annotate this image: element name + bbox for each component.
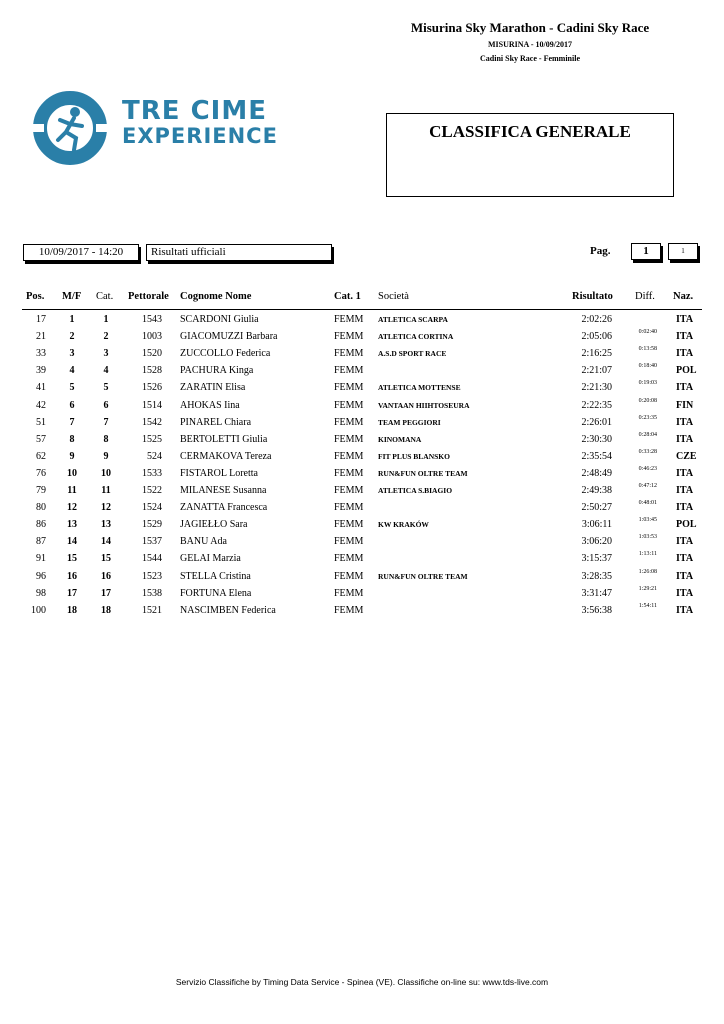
event-title: Misurina Sky Marathon - Cadini Sky Race (410, 20, 650, 35)
cell-bib: 1523 (142, 570, 162, 582)
footer-credits: Servizio Classifiche by Timing Data Service - Spinea (VE). Classifiche on-line su: www.tds-live.com (175, 977, 549, 987)
cell-nat: ITA (676, 467, 694, 479)
cell-diff: 0:19:03 (638, 380, 657, 387)
cell-result: 2:26:01 (581, 416, 612, 428)
cell-cat1: FEMM (334, 331, 364, 343)
cell-name: GIACOMUZZI Barbara (180, 331, 278, 343)
cell-cat1: FEMM (334, 450, 364, 462)
table-row (0, 553, 724, 570)
col-header-diff: Diff. (635, 291, 655, 302)
cell-club: KW KRAKÓW (378, 520, 429, 530)
cell-diff: 1:13:11 (638, 551, 657, 558)
cell-result: 2:30:30 (581, 433, 612, 445)
cell-bib: 1524 (142, 502, 162, 514)
table-row (0, 485, 724, 502)
cell-bib: 1544 (142, 553, 162, 565)
cell-bib: 1529 (142, 519, 162, 531)
cell-bib: 1003 (142, 331, 162, 343)
cell-name: MILANESE Susanna (180, 485, 267, 496)
cell-nat: ITA (676, 331, 694, 343)
cell-cat1: FEMM (334, 587, 364, 599)
page-total: 1 (681, 247, 685, 255)
cell-diff: 0:13:58 (638, 346, 657, 353)
cell-result: 3:06:11 (581, 519, 612, 531)
cell-diff: 0:23:35 (638, 414, 657, 421)
cell-diff: 1:54:11 (638, 602, 657, 609)
cell-cat: 10 (101, 467, 111, 479)
status-value: Risultati ufficiali (151, 246, 226, 258)
cell-cat: 15 (101, 553, 111, 565)
table-row (0, 568, 724, 588)
cell-club: ATLETICA MOTTENSE (378, 383, 461, 393)
logo-subtitle: EXPERIENCE (122, 124, 278, 148)
page-label: Pag. (590, 245, 611, 257)
cell-mf: 1 (69, 314, 75, 325)
cell-cat1: FEMM (334, 519, 364, 531)
cell-mf: 14 (67, 536, 77, 548)
race-category: Cadini Sky Race - Femminile (480, 54, 580, 63)
cell-bib: 1514 (142, 399, 162, 411)
cell-result: 3:06:20 (581, 536, 612, 548)
cell-nat: ITA (676, 314, 694, 325)
cell-pos: 87 (36, 536, 46, 548)
cell-cat1: FEMM (334, 467, 364, 479)
cell-name: FISTAROL Loretta (180, 467, 258, 479)
cell-bib: 1533 (142, 467, 162, 479)
cell-result: 2:05:06 (581, 331, 612, 343)
cell-pos: 80 (36, 502, 46, 514)
cell-cat: 9 (103, 450, 109, 462)
table-row (0, 414, 724, 434)
cell-cat1: FEMM (334, 570, 364, 582)
cell-nat: POL (676, 365, 697, 377)
table-row (0, 314, 724, 331)
datetime-value: 10/09/2017 - 14:20 (38, 246, 124, 258)
cell-cat1: FEMM (334, 416, 364, 428)
cell-mf: 9 (69, 450, 75, 462)
cell-nat: ITA (676, 570, 694, 582)
table-row (0, 448, 724, 468)
cell-mf: 6 (69, 399, 75, 411)
page-number-box (631, 243, 661, 260)
cell-result: 2:21:30 (581, 382, 612, 394)
cell-nat: ITA (676, 485, 694, 496)
cell-nat: ITA (676, 416, 694, 428)
cell-pos: 33 (36, 348, 46, 360)
cell-club: RUN&FUN OLTRE TEAM (378, 571, 468, 581)
cell-cat: 3 (103, 348, 109, 360)
table-row (0, 465, 724, 485)
col-header-cat1: Cat. 1 (334, 291, 361, 302)
cell-diff: 0:47:12 (638, 483, 657, 489)
cell-mf: 5 (69, 382, 75, 394)
cell-cat: 6 (103, 399, 109, 411)
cell-bib: 1526 (142, 382, 162, 394)
cell-name: AHOKAS Iina (180, 399, 240, 411)
cell-diff: 0:02:40 (638, 329, 657, 336)
cell-mf: 11 (67, 485, 77, 496)
cell-name: JAGIEŁŁO Sara (180, 519, 248, 531)
cell-pos: 96 (36, 570, 46, 582)
cell-club: ATLETICA SCARPA (378, 315, 448, 324)
header-divider (22, 309, 702, 310)
cell-pos: 62 (36, 450, 46, 462)
ranking-title: CLASSIFICA GENERALE (429, 122, 631, 141)
cell-cat: 13 (101, 519, 111, 531)
cell-name: ZANATTA Francesca (180, 502, 268, 514)
cell-cat1: FEMM (334, 399, 364, 411)
cell-cat1: FEMM (334, 433, 364, 445)
cell-cat1: FEMM (334, 553, 364, 565)
col-header-result: Risultato (572, 291, 613, 302)
ranking-title-box (386, 113, 674, 197)
cell-pos: 57 (36, 433, 46, 445)
cell-cat: 1 (103, 314, 109, 325)
status-box (146, 244, 332, 261)
table-row (0, 519, 724, 536)
cell-name: ZARATIN Elisa (180, 382, 246, 394)
cell-nat: ITA (676, 604, 694, 616)
col-header-name: Cognome Nome (180, 291, 252, 302)
cell-result: 2:22:35 (581, 399, 612, 411)
cell-cat: 4 (103, 365, 109, 377)
cell-cat: 17 (101, 587, 111, 599)
cell-bib: 1520 (142, 348, 162, 360)
cell-nat: ITA (676, 536, 694, 548)
cell-club: TEAM PEGGIORI (378, 417, 441, 427)
cell-result: 2:49:38 (581, 485, 612, 496)
cell-bib: 1528 (142, 365, 162, 377)
cell-pos: 100 (31, 604, 46, 616)
cell-name: NASCIMBEN Federica (180, 604, 276, 616)
cell-pos: 42 (36, 399, 46, 411)
cell-cat1: FEMM (334, 536, 364, 548)
cell-name: SCARDONI Giulia (180, 314, 259, 325)
cell-cat: 7 (103, 416, 109, 428)
col-header-nat: Naz. (673, 291, 694, 302)
cell-cat: 11 (101, 485, 111, 496)
cell-pos: 86 (36, 519, 46, 531)
cell-result: 2:16:25 (581, 348, 612, 360)
cell-cat: 12 (101, 502, 111, 514)
cell-nat: POL (676, 519, 697, 531)
cell-diff: 0:18:40 (638, 363, 657, 370)
cell-club: ATLETICA S.BIAGIO (378, 486, 453, 495)
cell-bib: 1521 (142, 604, 162, 616)
cell-cat1: FEMM (334, 348, 364, 360)
cell-pos: 79 (36, 485, 46, 496)
cell-nat: CZE (676, 450, 697, 462)
table-row (0, 331, 724, 348)
cell-result: 3:31:47 (581, 587, 612, 599)
cell-bib: 524 (147, 450, 162, 462)
logo-title: TRE CIME (122, 96, 267, 126)
cell-result: 2:02:26 (581, 314, 612, 325)
cell-cat: 18 (101, 604, 111, 616)
cell-cat1: FEMM (334, 365, 364, 377)
table-row (0, 397, 724, 417)
table-row (0, 365, 724, 382)
table-row (0, 585, 724, 605)
cell-cat: 14 (101, 536, 111, 548)
cell-nat: ITA (676, 587, 694, 599)
cell-name: FORTUNA Elena (180, 587, 252, 599)
cell-club: RUN&FUN OLTRE TEAM (378, 468, 468, 478)
col-header-pos: Pos. (26, 291, 45, 302)
cell-pos: 39 (36, 365, 46, 377)
cell-club: VANTAAN HIIHTOSEURA (378, 400, 470, 410)
page-number: 1 (643, 245, 649, 257)
table-row (0, 348, 724, 365)
cell-cat: 2 (103, 331, 109, 343)
cell-result: 2:50:27 (581, 502, 612, 514)
cell-cat: 16 (101, 570, 111, 582)
cell-mf: 13 (67, 519, 77, 531)
cell-nat: ITA (676, 348, 694, 360)
cell-mf: 10 (67, 467, 77, 479)
table-row (0, 502, 724, 519)
cell-pos: 91 (36, 553, 46, 565)
cell-bib: 1543 (142, 314, 162, 325)
cell-mf: 18 (67, 604, 77, 616)
cell-nat: ITA (676, 433, 694, 445)
cell-name: PINAREL Chiara (180, 416, 252, 428)
cell-club: FIT PLUS BLANSKO (378, 451, 450, 461)
table-row (0, 431, 724, 451)
datetime-box (23, 244, 139, 261)
cell-cat1: FEMM (334, 382, 364, 394)
cell-nat: ITA (676, 382, 694, 394)
cell-bib: 1542 (142, 416, 162, 428)
cell-cat1: FEMM (334, 314, 364, 325)
cell-club: ATLETICA CORTINA (378, 332, 454, 342)
cell-club: KINOMANA (378, 434, 422, 444)
cell-result: 2:21:07 (581, 365, 612, 377)
cell-diff: 1:26:08 (638, 568, 657, 575)
cell-diff: 1:29:21 (638, 585, 657, 592)
cell-diff: 0:28:04 (638, 431, 657, 438)
col-header-bib: Pettorale (128, 291, 169, 302)
cell-diff: 0:48:01 (638, 500, 657, 507)
cell-pos: 51 (36, 416, 46, 428)
cell-result: 2:48:49 (581, 467, 612, 479)
cell-cat1: FEMM (334, 604, 364, 616)
cell-mf: 12 (67, 502, 77, 514)
cell-pos: 98 (36, 587, 46, 599)
cell-diff: 1:03:53 (638, 534, 657, 541)
cell-name: ZUCCOLLO Federica (180, 348, 271, 360)
cell-nat: FIN (676, 399, 694, 411)
cell-name: STELLA Cristina (180, 570, 251, 582)
cell-mf: 16 (67, 570, 77, 582)
cell-nat: ITA (676, 502, 694, 514)
cell-mf: 3 (69, 348, 75, 360)
cell-result: 3:15:37 (581, 553, 612, 565)
cell-bib: 1525 (142, 433, 162, 445)
cell-diff: 1:03:45 (638, 517, 657, 524)
event-location-date: MISURINA - 10/09/2017 (487, 40, 572, 49)
page-total-box (668, 243, 698, 260)
cell-name: BERTOLETTI Giulia (180, 433, 268, 445)
cell-pos: 76 (36, 467, 46, 479)
cell-diff: 0:33:28 (638, 448, 657, 455)
cell-pos: 41 (36, 382, 46, 394)
cell-mf: 17 (67, 587, 77, 599)
cell-name: CERMAKOVA Tereza (180, 450, 272, 462)
cell-name: GELAI Marzia (180, 553, 241, 565)
table-row (0, 536, 724, 553)
cell-mf: 7 (69, 416, 75, 428)
cell-mf: 15 (67, 553, 77, 565)
cell-nat: ITA (676, 553, 694, 565)
cell-bib: 1537 (142, 536, 162, 548)
cell-mf: 2 (69, 331, 75, 343)
cell-mf: 4 (69, 365, 75, 377)
col-header-cat: Cat. (96, 291, 114, 302)
tre-cime-logo (30, 90, 290, 170)
table-row (0, 382, 724, 399)
col-header-mf: M/F (62, 291, 82, 302)
cell-cat: 5 (103, 382, 109, 394)
cell-club: A.S.D SPORT RACE (378, 349, 447, 359)
runner-ring-icon (30, 90, 114, 170)
table-row (0, 602, 724, 622)
cell-mf: 8 (69, 433, 75, 445)
cell-bib: 1538 (142, 587, 162, 599)
cell-pos: 17 (36, 314, 46, 325)
cell-name: PACHURA Kinga (180, 365, 254, 377)
cell-bib: 1522 (142, 485, 162, 496)
cell-cat1: FEMM (334, 502, 364, 514)
cell-result: 2:35:54 (581, 450, 612, 462)
cell-cat: 8 (103, 433, 109, 445)
cell-result: 3:28:35 (581, 570, 612, 582)
cell-name: BANU Ada (180, 536, 227, 548)
cell-result: 3:56:38 (581, 604, 612, 616)
cell-pos: 21 (36, 331, 46, 343)
cell-diff: 0:46:23 (638, 465, 657, 472)
col-header-club: Società (378, 291, 409, 302)
cell-diff: 0:20:08 (638, 397, 657, 404)
cell-cat1: FEMM (334, 485, 364, 496)
